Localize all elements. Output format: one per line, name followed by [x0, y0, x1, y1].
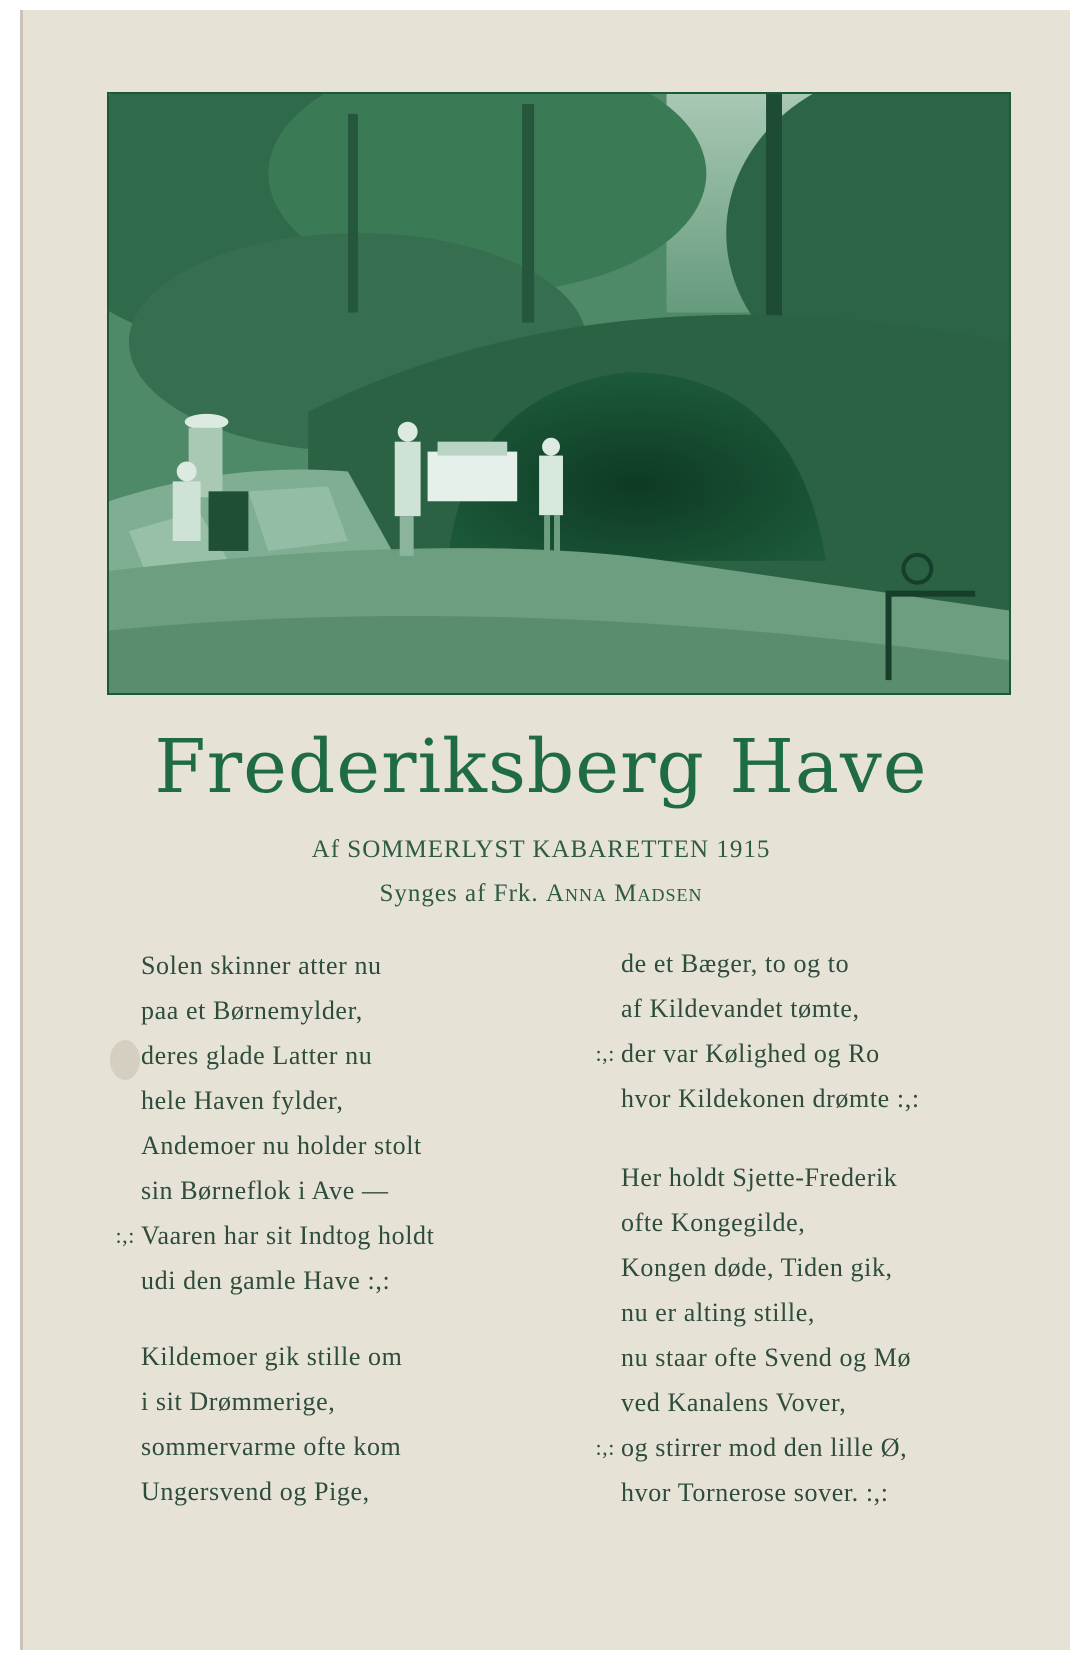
- verse-line-repeat: [115, 1213, 435, 1258]
- left-stanza-1: [115, 943, 435, 1303]
- verse-line: hele Haven fylder,: [141, 1086, 344, 1115]
- verse-line: Kongen døde, Tiden gik,: [621, 1253, 893, 1282]
- verse-line: Andemoer nu holder stolt: [141, 1131, 422, 1160]
- verse-line: i sit Drømmerige,: [141, 1387, 336, 1416]
- verse-line-repeat: [595, 1425, 911, 1470]
- verse-line: paa et Børnemylder,: [141, 996, 363, 1025]
- left-stanza-2: [141, 1334, 403, 1514]
- right-stanza-1: [595, 941, 920, 1121]
- verse-line: sommervarme ofte kom: [141, 1432, 402, 1461]
- verse-line-text: der var Kølighed og Ro: [621, 1039, 880, 1068]
- verse-line: Ungersvend og Pige,: [141, 1477, 370, 1506]
- verse-line: ofte Kongegilde,: [621, 1208, 806, 1237]
- repeat-mark: :,:: [115, 1223, 135, 1248]
- verse-line: Her holdt Sjette-Frederik: [621, 1163, 898, 1192]
- subtitle: Af SOMMERLYST KABARETTEN 1915: [311, 836, 771, 863]
- verse-line: nu er alting stille,: [621, 1298, 815, 1327]
- verse-line: hvor Kildekonen drømte :,:: [621, 1084, 920, 1113]
- repeat-mark: :,:: [595, 1041, 615, 1066]
- verse-line: hvor Tornerose sover. :,:: [621, 1478, 889, 1507]
- right-stanza-2: [595, 1155, 912, 1515]
- verse-line: deres glade Latter nu: [141, 1041, 373, 1070]
- paper-stain: [110, 1040, 140, 1080]
- page-title: Frederiksberg Have: [154, 724, 928, 810]
- repeat-mark: :,:: [595, 1435, 615, 1460]
- singer-credit: [0, 880, 1082, 908]
- verse-line: Kildemoer gik stille om: [141, 1342, 403, 1371]
- singer-prefix: Synges af Frk.: [379, 880, 539, 907]
- verse-line: ved Kanalens Vover,: [621, 1388, 847, 1417]
- verse-line: de et Bæger, to og to: [621, 949, 850, 978]
- verse-line-text: og stirrer mod den lille Ø,: [621, 1433, 908, 1462]
- park-photograph: [107, 92, 1011, 695]
- tunnel-scene-image: [109, 94, 1009, 693]
- verse-line: af Kildevandet tømte,: [621, 994, 860, 1023]
- verse-line: Solen skinner atter nu: [141, 951, 382, 980]
- singer-name: Anna Madsen: [545, 880, 703, 907]
- verse-line: udi den gamle Have :,:: [141, 1266, 391, 1295]
- verse-line-repeat: [595, 1031, 920, 1076]
- verse-line: sin Børneflok i Ave —: [141, 1176, 389, 1205]
- verse-line: nu staar ofte Svend og Mø: [621, 1343, 912, 1372]
- verse-line-text: Vaaren har sit Indtog holdt: [141, 1221, 435, 1250]
